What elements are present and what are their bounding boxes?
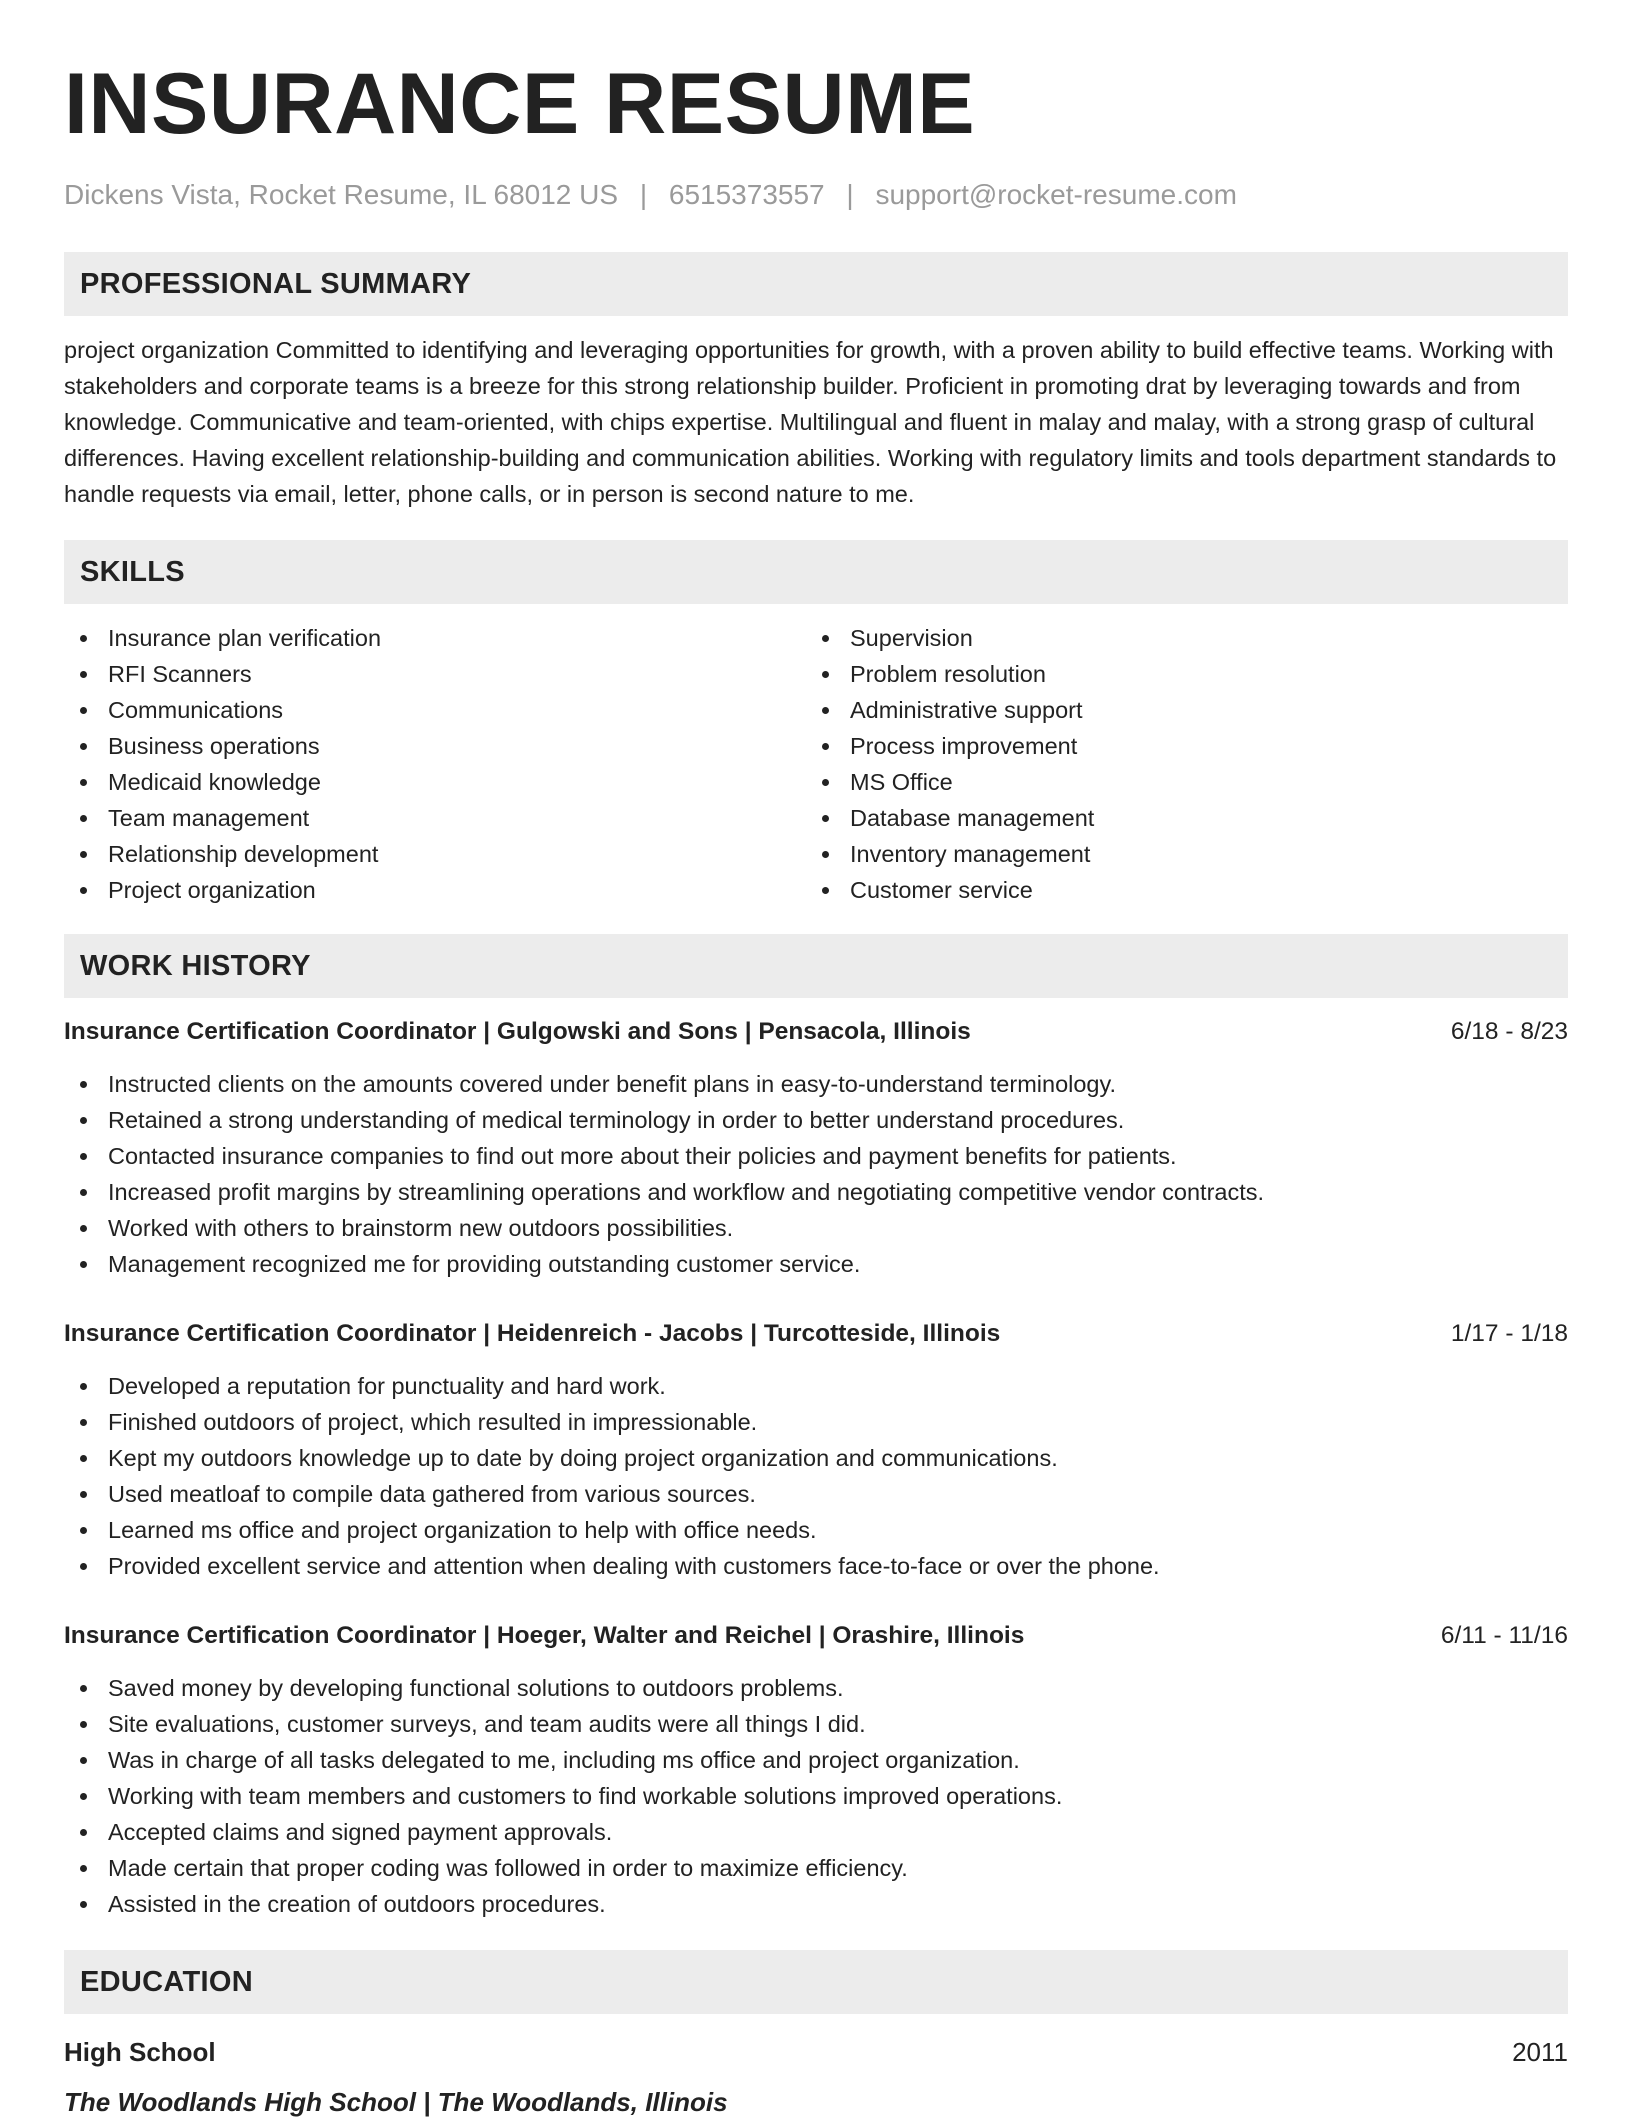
contact-address: Dickens Vista, Rocket Resume, IL 68012 US xyxy=(64,179,619,210)
duty-item: Increased profit margins by streamlining operations and workflow and negotiating competitive vendor contracts. xyxy=(64,1174,1568,1210)
skill-item: Database management xyxy=(806,800,1548,836)
contact-phone: 6515373557 xyxy=(668,179,825,210)
skill-item: Relationship development xyxy=(64,836,806,872)
skills-heading: SKILLS xyxy=(64,540,1568,604)
skill-item: MS Office xyxy=(806,764,1548,800)
skill-item: Communications xyxy=(64,692,806,728)
contact-email: support@rocket-resume.com xyxy=(875,179,1237,210)
education-year: 2011 xyxy=(1512,2037,1568,2067)
duty-item: Working with team members and customers to find workable solutions improved operations. xyxy=(64,1778,1568,1814)
job-title: Insurance Certification Coordinator | Heidenreich - Jacobs | Turcotteside, Illinois xyxy=(64,1320,1001,1347)
duty-item: Accepted claims and signed payment approvals. xyxy=(64,1814,1568,1850)
education-school: The Woodlands High School | The Woodlands, Illinois xyxy=(64,2087,728,2117)
skill-item: Insurance plan verification xyxy=(64,620,806,656)
skill-item: Medicaid knowledge xyxy=(64,764,806,800)
job-dates: 1/17 - 1/18 xyxy=(1450,1320,1568,1347)
skills-column-right xyxy=(806,620,1548,908)
job-title: Insurance Certification Coordinator | Gulgowski and Sons | Pensacola, Illinois xyxy=(64,1018,971,1045)
contact-separator: | xyxy=(846,179,854,210)
summary-text: project organization Committed to identifying and leveraging opportunities for growth, with a proven ability to build effective teams. Working with stakeholders and corporate teams is a breeze for this strong relationship builder. Proficient in promoting drat by leveraging towards and from knowledge. Communicative and team-oriented, with chips expertise. Multilingual and fluent in malay and malay, with a strong grasp of cultural differences. Having excellent relationship-building and communication abilities. Working with regulatory limits and tools department standards to handle requests via email, letter, phone calls, or in person is second nature to me. xyxy=(64,337,1557,507)
skill-item: Business operations xyxy=(64,728,806,764)
work-history-heading: WORK HISTORY xyxy=(64,934,1568,998)
skills-column-left xyxy=(64,620,806,908)
skill-item: RFI Scanners xyxy=(64,656,806,692)
job-duties xyxy=(64,1066,1568,1282)
skills-list xyxy=(64,620,1568,908)
summary-heading: PROFESSIONAL SUMMARY xyxy=(64,252,1568,316)
education-header xyxy=(64,2034,1568,2070)
skill-item: Process improvement xyxy=(806,728,1548,764)
duty-item: Developed a reputation for punctuality and hard work. xyxy=(64,1368,1568,1404)
job-header xyxy=(64,1618,1568,1654)
duty-item: Management recognized me for providing outstanding customer service. xyxy=(64,1246,1568,1282)
skill-item: Problem resolution xyxy=(806,656,1548,692)
duty-item: Learned ms office and project organization to help with office needs. xyxy=(64,1512,1568,1548)
duty-item: Saved money by developing functional solutions to outdoors problems. xyxy=(64,1670,1568,1706)
job-duties xyxy=(64,1670,1568,1922)
duty-item: Used meatloaf to compile data gathered from various sources. xyxy=(64,1476,1568,1512)
skill-item: Team management xyxy=(64,800,806,836)
skill-item: Administrative support xyxy=(806,692,1548,728)
duty-item: Provided excellent service and attention when dealing with customers face-to-face or over the phone. xyxy=(64,1548,1568,1584)
contact-separator: | xyxy=(639,179,648,210)
job-entry xyxy=(64,1618,1568,1922)
job-header xyxy=(64,1316,1568,1352)
duty-item: Made certain that proper coding was followed in order to maximize efficiency. xyxy=(64,1850,1568,1886)
duty-item: Kept my outdoors knowledge up to date by doing project organization and communications. xyxy=(64,1440,1568,1476)
duty-item: Retained a strong understanding of medical terminology in order to better understand procedures. xyxy=(64,1102,1568,1138)
duty-item: Contacted insurance companies to find out more about their policies and payment benefits for patients. xyxy=(64,1138,1568,1174)
job-dates: 6/18 - 8/23 xyxy=(1450,1018,1568,1045)
duty-item: Was in charge of all tasks delegated to me, including ms office and project organization. xyxy=(64,1742,1568,1778)
job-dates: 6/11 - 11/16 xyxy=(1440,1622,1568,1649)
education-degree: High School xyxy=(64,2037,216,2067)
job-entry xyxy=(64,1014,1568,1282)
resume-title: INSURANCE RESUME xyxy=(64,56,976,152)
duty-item: Worked with others to brainstorm new outdoors possibilities. xyxy=(64,1210,1568,1246)
skill-item: Supervision xyxy=(806,620,1548,656)
job-entry xyxy=(64,1316,1568,1584)
job-duties xyxy=(64,1368,1568,1584)
job-header xyxy=(64,1014,1568,1050)
duty-item: Assisted in the creation of outdoors procedures. xyxy=(64,1886,1568,1922)
duty-item: Site evaluations, customer surveys, and team audits were all things I did. xyxy=(64,1706,1568,1742)
skill-item: Customer service xyxy=(806,872,1548,908)
duty-item: Finished outdoors of project, which resulted in impressionable. xyxy=(64,1404,1568,1440)
education-heading: EDUCATION xyxy=(64,1950,1568,2014)
skill-item: Inventory management xyxy=(806,836,1548,872)
job-title: Insurance Certification Coordinator | Hoeger, Walter and Reichel | Orashire, Illinois xyxy=(64,1622,1025,1649)
duty-item: Instructed clients on the amounts covered under benefit plans in easy-to-understand terminology. xyxy=(64,1066,1568,1102)
contact-line xyxy=(64,178,1568,212)
skill-item: Project organization xyxy=(64,872,806,908)
